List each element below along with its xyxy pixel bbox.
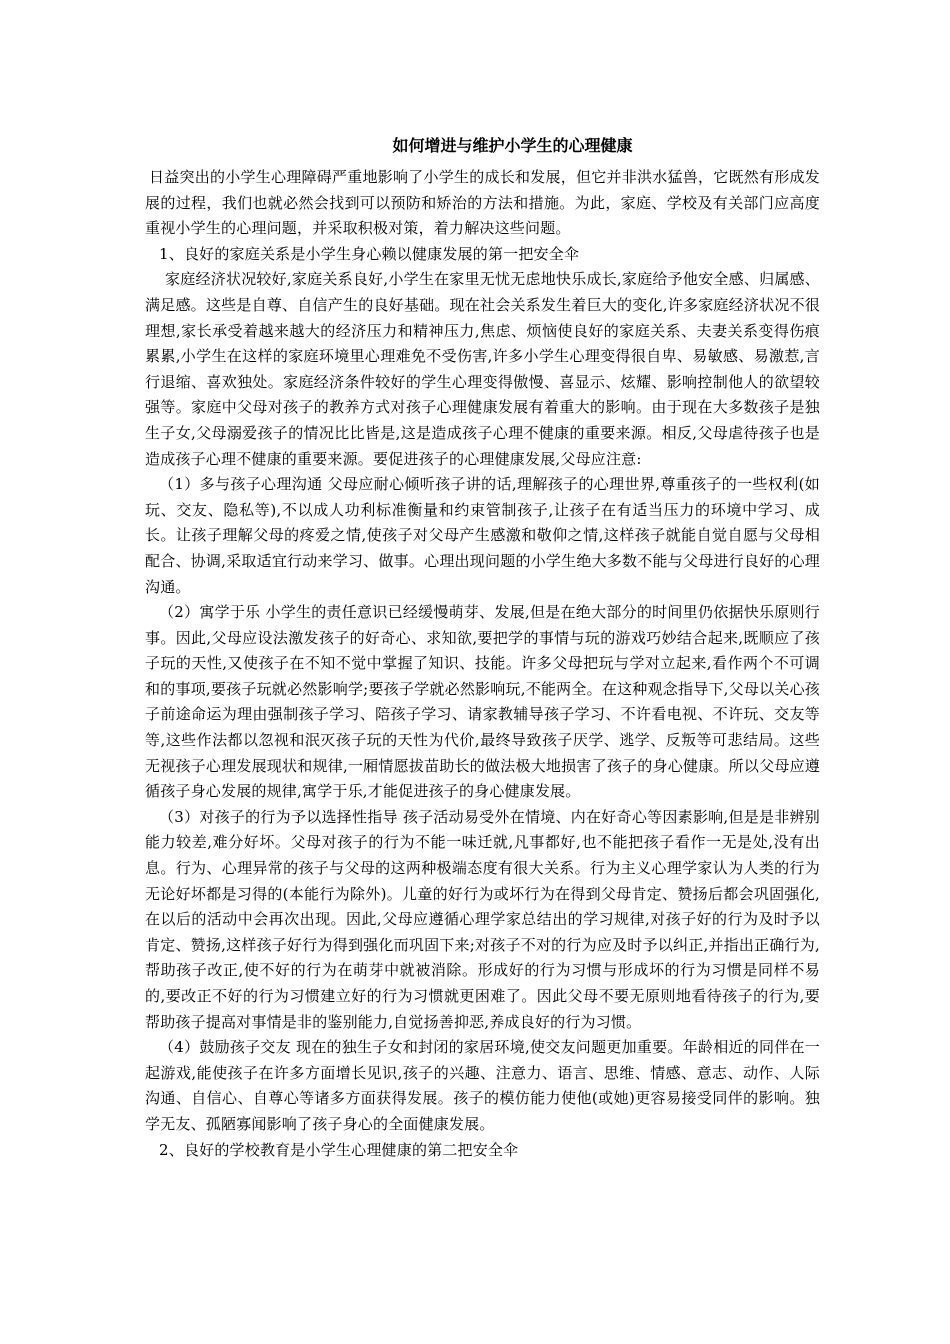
item-4-paragraph: （4）鼓励孩子交友 现在的独生子女和封闭的家居环境,使交友问题更加重要。年龄相近的同伴在一起游戏,能使孩子在许多方面增长见识,孩子的兴趣、注意力、语言、思维、情感、意志、动作、人际沟通、自信心、自尊心等诸多方面获得发展。孩子的模仿能力使他(或她)更容易接受同伴的影响。独学无友、孤陋寡闻影响了孩子身心的全面健康发展。: [145, 1038, 820, 1133]
family-economy-paragraph: 家庭经济状况较好,家庭关系良好,小学生在家里无忧无虑地快乐成长,家庭给予他安全感、归属感、满足感。这些是自尊、自信产生的良好基础。现在社会关系发生着巨大的变化,许多家庭经济状况不很理想,家长承受着越来越大的经济压力和精神压力,焦虑、烦恼使良好的家庭关系、夫妻关系变得伤痕累累,小学生在这样的家庭环境里心理难免不受伤害,许多小学生心理变得很自卑、易敏感、易激惹,言行退缩、喜欢独处。家庭经济条件较好的学生心理变得傲慢、喜显示、炫耀、影响控制他人的欲望较强等。家庭中父母对孩子的教养方式对孩子心理健康发展有着重大的影响。由于现在大多数孩子是独生子女,父母溺爱孩子的情况比比皆是,这是造成孩子心理不健康的重要来源。相反,父母虐待孩子也是造成孩子心理不健康的重要来源。要促进孩子的心理健康发展,父母应注意:: [145, 270, 820, 468]
section-heading-1: 1、良好的家庭关系是小学生身心赖以健康发展的第一把安全伞: [159, 244, 580, 263]
document-page: [145, 133, 820, 1163]
section-heading-2: 2、良好的学校教育是小学生心理健康的第二把安全伞: [159, 1140, 519, 1159]
document-title: 如何增进与维护小学生的心理健康: [392, 136, 633, 155]
intro-paragraph: 日益突出的小学生心理障碍严重地影响了小学生的成长和发展，但它并非洪水猛兽，它既然有形成发展的过程，我们也就必然会找到可以预防和矫治的方法和措施。为此，家庭、学校及有关部门应高度重视小学生的心理问题，并采取积极对策，着力解决这些问题。: [145, 168, 820, 238]
item-3-paragraph: （3）对孩子的行为予以选择性指导 孩子活动易受外在情境、内在好奇心等因素影响,但是是非辨别能力较差,难分好坏。父母对孩子的行为不能一味迁就,凡事都好,也不能把孩子看作一无是处,没有出息。行为、心理异常的孩子与父母的这两种极端态度有很大关系。行为主义心理学家认为人类的行为无论好坏都是习得的(本能行为除外)。儿童的好行为或坏行为在得到父母肯定、赞扬后都会巩固强化,在以后的活动中会再次出现。因此,父母应遵循心理学家总结出的学习规律,对孩子好的行为及时予以肯定、赞扬,这样孩子好行为得到强化而巩固下来;对孩子不对的行为应及时予以纠正,并指出正确行为,帮助孩子改正,使不好的行为在萌芽中就被消除。形成好的行为习惯与形成坏的行为习惯是同样不易的,要改正不好的行为习惯建立好的行为习惯就更困难了。因此父母不要无原则地看待孩子的行为,要帮助孩子提高对事情是非的鉴别能力,自觉扬善抑恶,养成良好的行为习惯。: [145, 807, 820, 1031]
item-1-paragraph: （1）多与孩子心理沟通 父母应耐心倾听孩子讲的话,理解孩子的心理世界,尊重孩子的一些权利(如玩、交友、隐私等),不以成人功利标准衡量和约束管制孩子,让孩子在有适当压力的环境中学习、成长。让孩子理解父母的疼爱之情,使孩子对父母产生感激和敬仰之情,这样孩子就能自觉自愿与父母相配合、协调,采取适宜行动来学习、做事。心理出现问题的小学生绝大多数不能与父母进行良好的心理沟通。: [145, 475, 820, 596]
item-2-paragraph: （2）寓学于乐 小学生的责任意识已经缓慢萌芽、发展,但是在绝大部分的时间里仍依据快乐原则行事。因此,父母应设法激发孩子的好奇心、求知欲,要把学的事情与玩的游戏巧妙结合起来,既顺应了孩子玩的天性,又使孩子在不知不觉中掌握了知识、技能。许多父母把玩与学对立起来,看作两个不可调和的事项,要孩子玩就必然影响学;要孩子学就必然影响玩,不能两全。在这种观念指导下,父母以关心孩子前途命运为理由强制孩子学习、陪孩子学习、请家教辅导孩子学习、不许看电视、不许玩、交友等等,这些作法都以忽视和泯灭孩子玩的天性为代价,最终导致孩子厌学、逃学、反叛等可悲结局。这些无视孩子心理发展现状和规律,一厢情愿拔苗助长的做法极大地损害了孩子的身心健康。所以父母应遵循孩子身心发展的规律,寓学于乐,才能促进孩子的身心健康发展。: [145, 603, 820, 801]
